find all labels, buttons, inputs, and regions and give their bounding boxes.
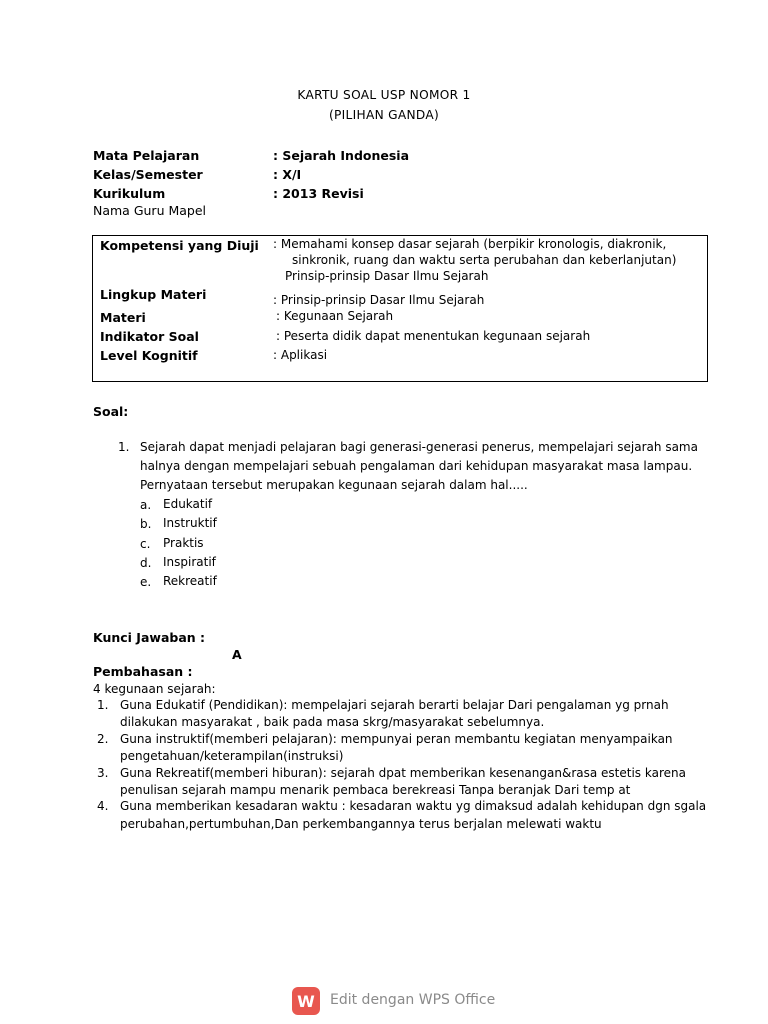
option-text-a: Edukatif bbox=[163, 497, 213, 511]
value-kompetensi-line2: sinkronik, ruang dan waktu serta perubahan dan keberlanjutan) bbox=[292, 253, 677, 267]
label-lingkup-materi: Lingkup Materi bbox=[100, 287, 207, 302]
pembahasan-label: Pembahasan : bbox=[93, 664, 193, 679]
kunci-jawaban-label: Kunci Jawaban : bbox=[93, 630, 206, 645]
field-label-nama-guru: Nama Guru Mapel bbox=[93, 203, 207, 218]
field-value-kelas-semester: : X/I bbox=[273, 167, 302, 182]
explanation-3-line1: Guna Rekreatif(memberi hiburan): sejarah dpat memberikan kesenangan&rasa estetis karena bbox=[120, 766, 686, 780]
explanation-number-4: 4. bbox=[97, 799, 109, 813]
explanation-1-line2: dilakukan masyarakat , baik pada masa skrg/masyarakat sebelumnya. bbox=[120, 715, 545, 729]
option-letter-e: e. bbox=[140, 575, 152, 589]
pembahasan-intro: 4 kegunaan sejarah: bbox=[93, 682, 216, 696]
question-line2: halnya dengan mempelajari sebuah pengalaman dari kehidupan masyarakat masa lampau. bbox=[140, 459, 693, 473]
value-indikator-soal: : Peserta didik dapat menentukan kegunaan sejarah bbox=[276, 329, 591, 343]
label-materi: Materi bbox=[100, 310, 146, 325]
question-line1: Sejarah dapat menjadi pelajaran bagi generasi-generasi penerus, mempelajari sejarah sama bbox=[140, 440, 698, 454]
option-text-b: Instruktif bbox=[163, 516, 217, 530]
label-level-kognitif: Level Kognitif bbox=[100, 348, 198, 363]
explanation-4-line1: Guna memberikan kesadaran waktu : kesadaran waktu yg dimaksud adalah kehidupan dgn sgala bbox=[120, 799, 707, 813]
option-letter-a: a. bbox=[140, 498, 152, 512]
value-lingkup-materi: : Prinsip-prinsip Dasar Ilmu Sejarah bbox=[273, 293, 485, 307]
kunci-jawaban-answer: A bbox=[232, 647, 242, 662]
wps-logo-letter: W bbox=[297, 991, 315, 1011]
question-number: 1. bbox=[118, 440, 130, 454]
wps-watermark-text[interactable]: Edit dengan WPS Office bbox=[330, 992, 496, 1008]
value-kompetensi-line1: : Memahami konsep dasar sejarah (berpikir kronologis, diakronik, bbox=[273, 237, 667, 251]
field-value-kurikulum: : 2013 Revisi bbox=[273, 186, 364, 201]
explanation-2-line1: Guna instruktif(memberi pelajaran): mempunyai peran membantu kegiatan menyampaikan bbox=[120, 732, 673, 746]
option-text-c: Praktis bbox=[163, 536, 204, 550]
value-kompetensi-line3: Prinsip-prinsip Dasar Ilmu Sejarah bbox=[285, 269, 489, 283]
label-kompetensi: Kompetensi yang Diuji bbox=[100, 238, 259, 253]
option-letter-c: c. bbox=[140, 537, 151, 551]
field-value-mata-pelajaran: : Sejarah Indonesia bbox=[273, 148, 410, 163]
option-letter-b: b. bbox=[140, 517, 152, 531]
option-letter-d: d. bbox=[140, 556, 152, 570]
value-level-kognitif: : Aplikasi bbox=[273, 348, 328, 362]
value-materi: : Kegunaan Sejarah bbox=[276, 309, 394, 323]
explanation-number-3: 3. bbox=[97, 766, 109, 780]
explanation-1-line1: Guna Edukatif (Pendidikan): mempelajari sejarah berarti belajar Dari pengalaman yg prnah bbox=[120, 698, 669, 712]
card-title: KARTU SOAL USP NOMOR 1 bbox=[297, 88, 471, 102]
field-label-kurikulum: Kurikulum bbox=[93, 186, 166, 201]
explanation-number-1: 1. bbox=[97, 698, 109, 712]
field-label-kelas-semester: Kelas/Semester bbox=[93, 167, 203, 182]
explanation-3-line2: penulisan sejarah mampu menarik pembaca berekreasi Tanpa beranjak Dari temp at bbox=[120, 783, 631, 797]
label-indikator-soal: Indikator Soal bbox=[100, 329, 199, 344]
explanation-4-line2: perubahan,pertumbuhan,Dan perkembangannya terus berjalan melewati waktu bbox=[120, 817, 602, 831]
wps-office-logo-icon[interactable] bbox=[292, 987, 320, 1015]
field-label-mata-pelajaran: Mata Pelajaran bbox=[93, 148, 200, 163]
option-text-d: Inspiratif bbox=[163, 555, 216, 569]
question-line3: Pernyataan tersebut merupakan kegunaan sejarah dalam hal..... bbox=[140, 478, 528, 492]
option-text-e: Rekreatif bbox=[163, 574, 217, 588]
soal-label: Soal: bbox=[93, 404, 129, 419]
card-subtitle: (PILIHAN GANDA) bbox=[328, 108, 440, 122]
explanation-2-line2: pengetahuan/keterampilan(instruksi) bbox=[120, 749, 344, 763]
explanation-number-2: 2. bbox=[97, 732, 109, 746]
